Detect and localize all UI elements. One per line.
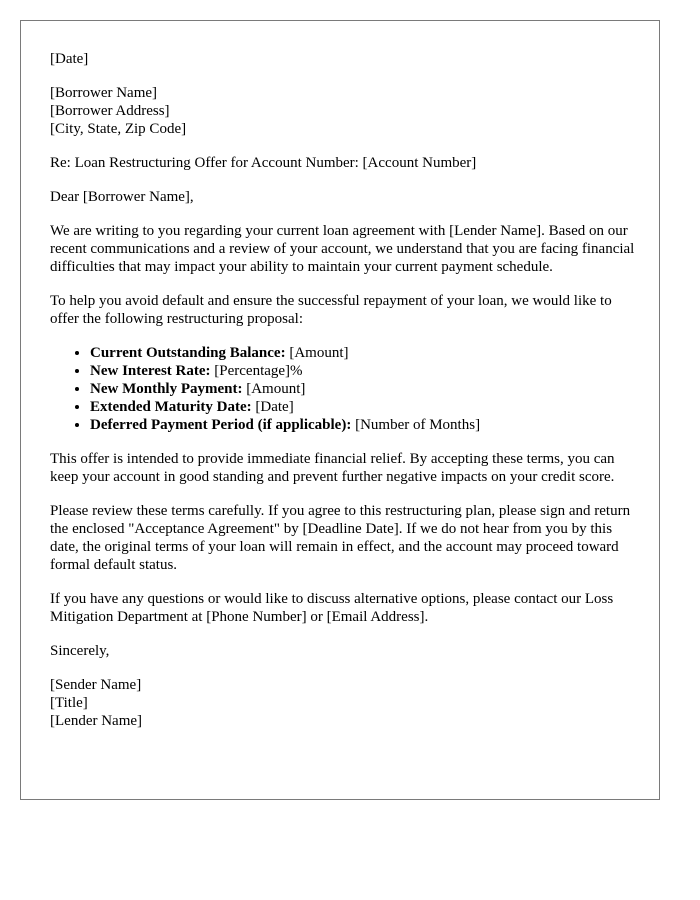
closing: Sincerely, bbox=[50, 643, 110, 659]
recipient-address-block bbox=[50, 84, 642, 138]
letter-date-block bbox=[50, 50, 642, 68]
letter-date: [Date] bbox=[50, 51, 89, 67]
term-value: [Amount] bbox=[285, 345, 349, 361]
paragraph-proposal: To help you avoid default and ensure the successful repayment of your loan, we would like to offer the following restructuring proposal: bbox=[50, 293, 612, 327]
recipient-address: [Borrower Address] bbox=[50, 103, 170, 119]
term-value: [Number of Months] bbox=[351, 417, 481, 433]
term-value: [Amount] bbox=[242, 381, 306, 397]
paragraph-relief: This offer is intended to provide immediate financial relief. By accepting these terms, you can keep your account in good standing and prevent further negative impacts on your credit score. bbox=[50, 451, 615, 485]
salutation: Dear [Borrower Name], bbox=[50, 189, 194, 205]
term-label: New Monthly Payment: bbox=[90, 381, 243, 397]
recipient-city-state-zip: [City, State, Zip Code] bbox=[50, 121, 187, 137]
term-label: Extended Maturity Date: bbox=[90, 399, 252, 415]
sender-lender: [Lender Name] bbox=[50, 713, 143, 729]
term-label: Current Outstanding Balance: bbox=[90, 345, 286, 361]
subject-line: Re: Loan Restructuring Offer for Account Number: [Account Number] bbox=[50, 155, 477, 171]
paragraph-contact: If you have any questions or would like to discuss alternative options, please contact our Loss Mitigation Department at [Phone Number] or [Email Address]. bbox=[50, 591, 614, 625]
term-value: [Percentage]% bbox=[210, 363, 303, 379]
sender-name: [Sender Name] bbox=[50, 677, 142, 693]
letter-body bbox=[50, 50, 642, 746]
term-item-maturity-date bbox=[90, 398, 642, 416]
restructuring-terms-list bbox=[50, 344, 642, 434]
term-item-monthly-payment bbox=[90, 380, 642, 398]
recipient-name: [Borrower Name] bbox=[50, 85, 158, 101]
sender-signature-block bbox=[50, 676, 642, 730]
term-item-interest-rate bbox=[90, 362, 642, 380]
term-label: New Interest Rate: bbox=[90, 363, 211, 379]
letter-frame bbox=[20, 20, 660, 800]
term-item-deferred-period bbox=[90, 416, 642, 434]
term-label: Deferred Payment Period (if applicable): bbox=[90, 417, 352, 433]
term-value: [Date] bbox=[251, 399, 294, 415]
sender-title: [Title] bbox=[50, 695, 88, 711]
paragraph-intro: We are writing to you regarding your current loan agreement with [Lender Name]. Based on our recent communications and a review of your account, we understand that you are facing financial difficulties that may impact your ability to maintain your current payment schedule. bbox=[50, 223, 635, 275]
paragraph-review: Please review these terms carefully. If you agree to this restructuring plan, please sign and return the enclosed "Acceptance Agreement" by [Deadline Date]. If we do not hear from you by this date, the original terms of your loan will remain in effect, and the account may proceed toward formal default status. bbox=[50, 503, 631, 573]
term-item-outstanding-balance bbox=[90, 344, 642, 362]
